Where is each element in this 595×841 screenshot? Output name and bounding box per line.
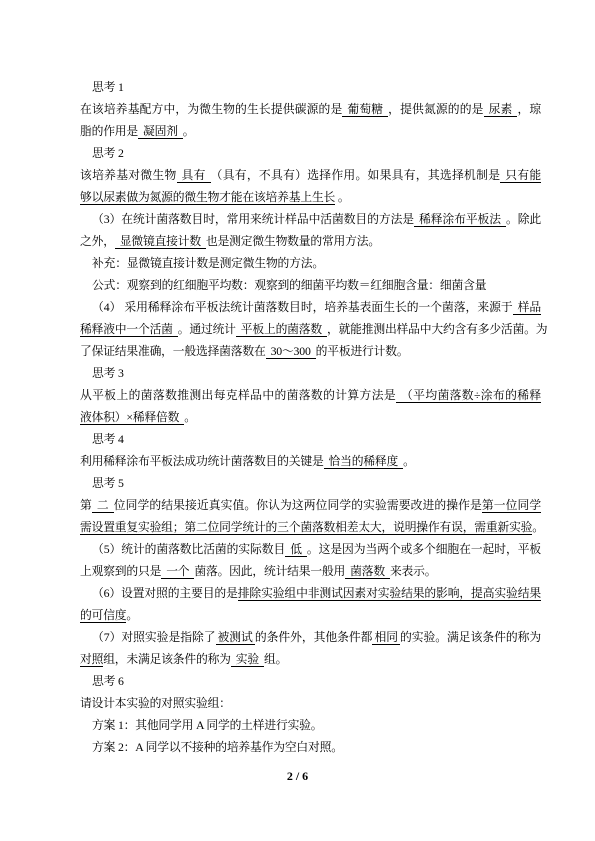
text-run: （6）设置对照的主要目的是: [92, 586, 238, 600]
answer-fill: 对照: [80, 652, 104, 666]
text-run: 组，未满足该条件的称为: [103, 652, 231, 666]
answer-fill: 第一位同学: [481, 498, 541, 512]
answer-fill: 一个: [161, 564, 194, 579]
answer-fill: 低: [285, 542, 307, 557]
body-line: [80, 98, 541, 120]
body-line: [80, 164, 541, 186]
body-line: [80, 208, 541, 230]
body-line: [80, 450, 541, 472]
text-run: 的平板进行计数。: [315, 344, 409, 358]
plan-item: 方案 2：A 同学以不接种的培养基作为空白对照。: [92, 740, 343, 754]
text-run: （7）对照实验是指除了: [92, 630, 216, 644]
body-line: [80, 296, 541, 318]
text-run: 组。: [263, 652, 288, 666]
text-run: 。这是因为当两个或多个细胞在一起时，平板: [306, 542, 541, 556]
think-heading: 思考 1: [92, 80, 124, 94]
text-run: 利用稀释涂布平板法成功统计菌落数目的关键是: [80, 454, 324, 468]
answer-fill: 尿素: [484, 102, 518, 117]
answer-fill: 30～300: [266, 344, 316, 359]
text-run: 。: [403, 454, 415, 468]
text-run: 了保证结果准确，一般选择菌落数在: [80, 344, 266, 358]
text-run: 。: [126, 608, 138, 622]
answer-fill: （平均菌落数÷涂布的稀释: [396, 388, 541, 403]
answer-fill: 稀释涂布平板法: [414, 212, 506, 227]
text-run: 在该培养基配方中，为微生物的生长提供碳源的是: [80, 102, 343, 116]
text-run: 。: [182, 124, 195, 138]
answer-fill: 具有: [177, 168, 211, 183]
text-run: 菌落。因此，统计结果一般用: [194, 564, 346, 578]
think-heading: 思考 2: [92, 146, 124, 160]
body-line: [80, 384, 541, 406]
answer-fill: 的可信度: [80, 608, 127, 622]
text-run: ，琼: [517, 102, 541, 116]
answer-fill: 只有能: [500, 168, 541, 183]
text-run: 从平板上的菌落数推测出每克样品中的菌落数的计算方法是: [80, 388, 397, 402]
page-number: 2 / 6: [286, 769, 309, 783]
body-line: [80, 494, 541, 516]
answer-fill: 葡萄糖: [342, 102, 388, 117]
text-run: 来表示。: [389, 564, 437, 578]
text-run: 第: [80, 498, 92, 512]
text-run: 位同学的结果接近真实值。你认为这两位同学的实验需要改进的操作是: [113, 498, 482, 512]
answer-fill: 菌落数: [345, 564, 390, 579]
body-line: [80, 186, 541, 208]
think-heading: 思考 5: [92, 476, 124, 490]
body-line: [80, 516, 544, 538]
answer-fill: 恰当的稀释度: [324, 454, 404, 469]
body-line: [80, 120, 541, 142]
think-heading: 思考 3: [92, 366, 124, 380]
body-line: [80, 626, 541, 648]
text-run: 。: [335, 190, 350, 204]
text-run: 脂的作用是: [80, 124, 138, 138]
text-run: 之外，: [80, 234, 115, 248]
text-run: 的实验。满足该条件的称为: [399, 630, 541, 644]
text-run: ，提供氮源的的是: [388, 102, 484, 116]
answer-fill: 平板上的菌落数: [236, 322, 327, 337]
answer-fill: 被测试: [217, 630, 253, 644]
answer-fill: 排除实验组中非测试因素对实验结果的影响，提高实验结果: [237, 586, 541, 600]
body-line: [80, 604, 541, 626]
text-run: 。通过统计: [177, 322, 236, 336]
answer-fill: 够以尿素做为氮源的微生物才能在该培养基上生长: [80, 190, 336, 204]
body-line: [80, 318, 548, 340]
text-run: 的条件外，其他条件都: [254, 630, 373, 644]
text-run: 。: [184, 410, 196, 424]
document-body: [80, 76, 548, 758]
body-line: [80, 230, 541, 252]
body-line: [80, 406, 541, 428]
body-line: [80, 582, 541, 604]
body-line: [80, 648, 541, 670]
text-run: 上观察到的只是: [80, 564, 162, 578]
answer-fill: 样品: [513, 300, 541, 315]
text-run: 也是测定微生物数量的常用方法。: [205, 234, 380, 248]
text-run: （4） 采用稀释涂布平板法统计菌落数目时，培养基表面生长的一个菌落，来源于: [92, 300, 513, 314]
answer-fill: 需设置重复实验组；第二位同学统计的三个菌落数相差太大，说明操作有误，需重新实验: [80, 520, 533, 534]
text-run: 。: [532, 520, 544, 534]
text-run: （具有，不具有）选择作用。如果具有，其选择机制是: [210, 168, 501, 182]
plan-item: 方案 1：其他同学用 A 同学的土样进行实验。: [92, 718, 323, 732]
text-run: 该培养基对微生物: [80, 168, 177, 182]
supplement-line: 补充：显微镜直接计数是测定微生物的方法。: [92, 256, 324, 270]
answer-fill: 显微镜直接计数: [115, 234, 206, 249]
text-run: （5）统计的菌落数比活菌的实际数目: [92, 542, 286, 556]
text-run: （3）在统计菌落数目时，常用来统计样品中活菌数目的方法是: [92, 212, 414, 226]
answer-fill: 相同: [374, 630, 398, 644]
body-line: [80, 340, 541, 362]
formula-line: 公式：观察到的红细胞平均数：观察到的细菌平均数＝红细胞含量：细菌含量: [92, 278, 487, 292]
body-line: [80, 538, 541, 560]
answer-fill: 液体积）×稀释倍数: [80, 410, 184, 425]
text-run: ，就能推测出样品中大约含有多少活菌。为: [326, 322, 548, 336]
answer-fill: 二: [92, 498, 114, 513]
answer-fill: 实验: [231, 652, 264, 667]
think-heading: 思考 4: [92, 432, 124, 446]
answer-fill: 凝固剂: [138, 124, 183, 139]
body-line: 请设计本实验的对照实验组：: [80, 696, 231, 710]
body-line: [80, 560, 541, 582]
text-run: 。除此: [505, 212, 542, 226]
answer-fill: 稀释液中一个活菌: [80, 322, 178, 337]
think-heading: 思考 6: [92, 674, 124, 688]
